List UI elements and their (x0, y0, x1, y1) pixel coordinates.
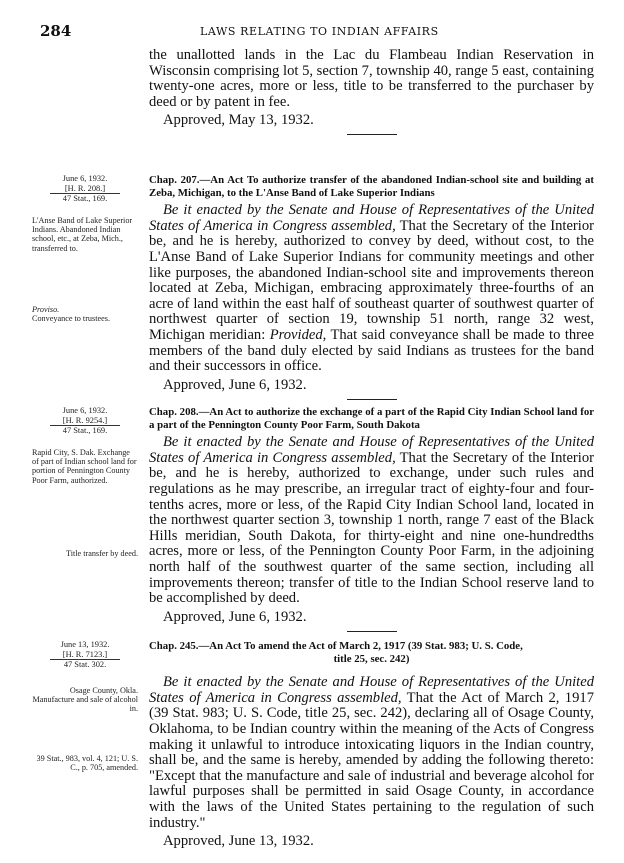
margin-date: June 13, 1932. (60, 640, 110, 649)
act-chap-207 (149, 174, 594, 400)
act-body (149, 435, 594, 607)
margin-sidenote: 39 Stat., 983, vol. 4, 121; U. S. C., p. 705, amended. (36, 753, 138, 772)
running-head: LAWS RELATING TO INDIAN AFFAIRS (200, 25, 439, 38)
chapter-number: Chap. 245. (149, 640, 199, 652)
act-title (149, 174, 594, 199)
act-title-text: —An Act To amend the Act of March 2, 1917 (39 Stat. 983; U. S. Code, (198, 640, 523, 652)
enacting-clause: Be it enacted by the Senate and House of Representatives of the United States of America in Congress assembled, (149, 202, 594, 234)
page-number: 284 (40, 22, 72, 40)
approved-line: Approved, June 13, 1932. (163, 833, 314, 850)
chapter-number: Chap. 208. (149, 406, 199, 418)
continuation-block (149, 48, 594, 135)
margin-sidenote: Title transfer by deed. (65, 548, 138, 558)
act-body-text: That said conveyance shall be made to three members of the band duly elected by said Indians as trustees for the band and their successors in office. (149, 326, 594, 375)
act-title (149, 640, 594, 665)
chapter-number: Chap. 207. (149, 174, 200, 186)
margin-bill-number: [H. R. 7123.] (62, 649, 108, 659)
margin-bill-number: [H. R. 208.] (64, 183, 106, 193)
margin-proviso-heading: Proviso. (32, 304, 60, 314)
section-divider (347, 631, 397, 632)
proviso-word: Provided, (269, 326, 327, 343)
margin-notes-chap-207 (32, 174, 138, 323)
act-body-text: That the Secretary of the Interior be, and he is hereby, authorized to convey by deed, without cost, to the L'Anse Band of Lake Superior Indians for community meetings and other like purposes, the abandoned Indian-school site and improvements thereon located at Zeba, Michigan, embracing approximately three-fourths of an acre of land within the east half of southeast quarter of southwest quarter of northwest quarter of section 19, township 51 north, range 32 west, Michigan meridian: (149, 217, 594, 343)
act-body (149, 203, 594, 375)
act-body-text: That the Secretary of the Interior be, and he is hereby, authorized to exchange, under such rules and regulations as he may prescribe, an irregular tract of eighty-four and four-tenths acres, more or less, of the Rapid City Indian School land, located in the northwest quarter section 3, township 1 north, range 7 east of the Black Hills meridian, South Dakota, for thirty-eight and nine one-hundredths acres, more or less, of the Pennington County Poor Farm, in the adjoining north half of the southwest quarter of the same section, including all improvements thereon; transfer of title to the Indian School reserve land to be accomplished by deed. (149, 449, 594, 607)
continuation-text: the unallotted lands in the Lac du Flambeau Indian Reservation in Wisconsin comprising lot 5, section 7, township 40, range 5 east, containing twenty-one acres, more or less, title to be transferred to the purchaser by deed or by patent in fee. (149, 47, 594, 110)
enacting-clause: Be it enacted by the Senate and House of Representatives of the United States of America in Congress assembled, (149, 674, 594, 706)
act-body-text: That the Act of March 2, 1917 (39 Stat. 983; U. S. Code, title 25, sec. 242), declaring all of Osage County, Oklahoma, to be Indian country within the meaning of the Acts of Congress making it unlawful to introduce intoxicating liquors in the Indian country, shall be, and the same is hereby, amended by adding the following thereto: "Except that the manufacture and sale of industrial and beverage alcohol for lawful purposes shall be permitted in said Osage County, in accordance with the laws of the United States pertaining to the regulation of such industry." (149, 689, 594, 831)
enacting-clause: Be it enacted by the Senate and House of Representatives of the United States of America in Congress assembled, (149, 434, 594, 466)
margin-sidenote: Osage County, Okla. Manufacture and sale of alcohol in. (32, 686, 138, 714)
act-title-continued: title 25, sec. 242) (333, 652, 410, 665)
section-divider (347, 399, 397, 400)
margin-sidenote: Conveyance to trustees. (32, 314, 110, 324)
margin-sidenote: Rapid City, S. Dak. Exchange of part of Indian school land for portion of Pennington County Poor Farm, authorized. (32, 448, 137, 485)
margin-notes-chap-208 (32, 406, 138, 558)
margin-stat-citation: 47 Stat. 302. (50, 659, 120, 670)
page-header (0, 22, 624, 40)
margin-stat-citation: 47 Stat., 169. (50, 425, 120, 436)
act-title-text: —An Act to authorize the exchange of a part of the Rapid City Indian School land for a part of the Pennington County Poor Farm, South Dakota (149, 406, 595, 431)
act-chap-245 (149, 640, 594, 849)
margin-bill-number: [H. R. 9254.] (62, 415, 108, 425)
margin-date: June 6, 1932. (62, 406, 108, 415)
act-chap-208 (149, 406, 594, 632)
approved-line: Approved, May 13, 1932. (163, 112, 314, 129)
act-body (149, 675, 594, 831)
section-divider (347, 134, 397, 135)
margin-notes-chap-245 (32, 640, 138, 772)
margin-date: June 6, 1932. (62, 174, 108, 183)
act-title-text: —An Act To authorize transfer of the abandoned Indian-school site and building at Zeba, Michigan, to the L'Anse Band of Lake Superior Indians (149, 174, 594, 199)
margin-sidenote: L'Anse Band of Lake Superior Indians. Abandoned Indian school, etc., at Zeba, Mich., transferred to. (32, 216, 133, 253)
approved-line: Approved, June 6, 1932. (163, 376, 307, 393)
approved-line: Approved, June 6, 1932. (163, 608, 307, 625)
margin-stat-citation: 47 Stat., 169. (50, 193, 120, 204)
act-title (149, 406, 594, 431)
